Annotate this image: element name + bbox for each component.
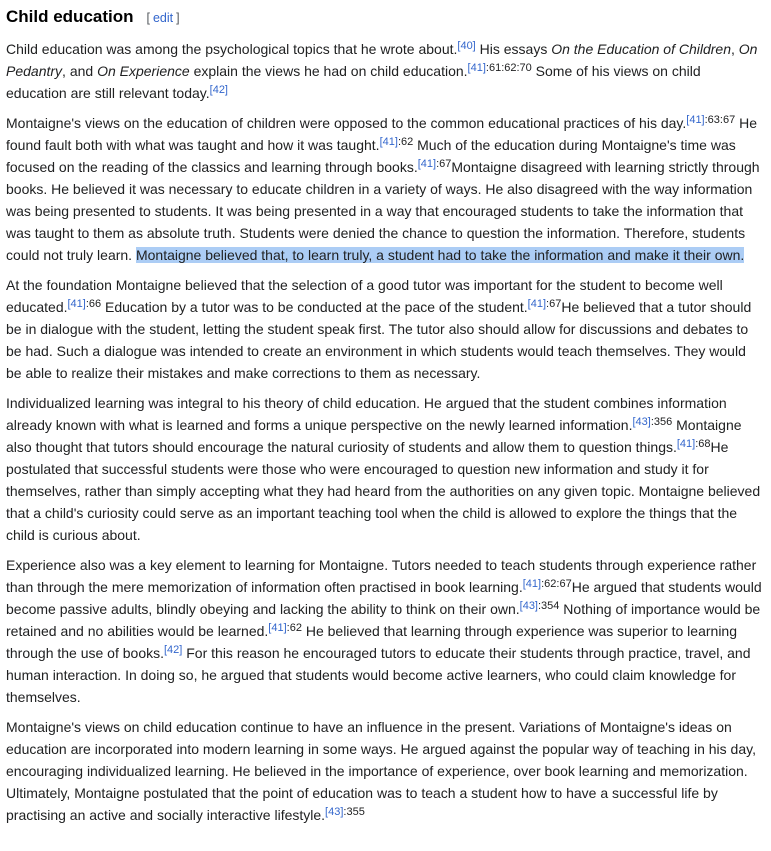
edit-section — [147, 12, 180, 25]
paragraph — [6, 112, 765, 266]
text-run: explain the views he had on child education. — [189, 63, 468, 79]
paragraph — [6, 554, 765, 708]
text-run: Nothing of importance would be retained and no abilities would be learned. — [6, 601, 761, 639]
section-heading-row — [6, 5, 765, 29]
citation-pages: :67 — [436, 158, 452, 171]
paragraph — [6, 274, 765, 384]
text-run: Much of the education during Montaigne's time was focused on the reading of the classics and learning through books. — [6, 137, 736, 175]
text-run: He believed that a tutor should be in dialogue with the student, letting the student speak first. The tutor also should allow for discussions and debates to be had. Such a dialogue was intended to create an environment in which students would teach themselves. They would be able to realize their mistakes and make corrections to them as necessary. — [6, 299, 752, 381]
section-title: Child education — [6, 7, 134, 26]
citation-pages: :356 — [650, 416, 673, 429]
citation-pages: :66 — [85, 298, 102, 311]
citation-pages: :355 — [343, 806, 365, 819]
citation-ref[interactable] — [632, 416, 650, 428]
text-run: , — [731, 41, 739, 57]
citation-ref[interactable] — [523, 578, 541, 590]
citation-pages: :61:62:70 — [485, 62, 532, 75]
citation-pages: :354 — [538, 600, 560, 613]
citation-ref[interactable] — [457, 40, 475, 52]
citation-link[interactable]: [41] — [467, 62, 486, 75]
citation-link[interactable]: [41] — [67, 298, 86, 311]
citation-ref[interactable] — [68, 298, 86, 310]
citation-link[interactable]: [42] — [164, 644, 183, 657]
citation-ref[interactable] — [418, 158, 436, 170]
citation-pages: :68 — [695, 438, 711, 451]
text-run: Montaigne disagreed with learning strictly through books. He believed it was necessary to educate children in a variety of ways. He also disagreed with the way information was being presented to students. It was being presented in a way that encouraged students to take the information that was taught to them as absolute truth. Students were denied the chance to question the information. Therefore, students could not truly learn. — [6, 159, 760, 263]
text-run: Montaigne's views on the education of children were opposed to the common educational practices of his day. — [6, 115, 687, 131]
work-title: On the Education of Children — [551, 41, 731, 57]
work-title: On Pedantry — [6, 41, 758, 79]
text-run: He postulated that successful students were those who were encouraged to question new information and study it for themselves, rather than simply accepting what they had heard from the authorities on any given topic. Montaigne believed that a child's curiosity could serve as an important teaching tool when the child is allowed to explore the things that the child is curious about. — [6, 439, 761, 543]
citation-link[interactable]: [41] — [676, 438, 696, 451]
selected-text: Montaigne believed that, to learn truly, a student had to take the information and make it their own. — [135, 247, 745, 263]
paragraph — [6, 392, 765, 546]
citation-ref[interactable] — [468, 62, 486, 74]
text-run: At the foundation Montaigne believed that the selection of a good tutor was important for the student to become well educated. — [6, 277, 723, 315]
citation-pages: :62 — [397, 136, 414, 149]
citation-ref[interactable] — [164, 644, 182, 656]
text-run: He believed that learning through experience was superior to learning through the use of books. — [6, 623, 737, 661]
text-run: He found fault both with what was taught and how it was taught. — [6, 115, 758, 153]
citation-ref[interactable] — [677, 438, 695, 450]
citation-pages: :63:67 — [704, 114, 736, 127]
work-title: On Experience — [97, 63, 190, 79]
citation-link[interactable]: [41] — [268, 622, 287, 635]
citation-ref[interactable] — [520, 600, 538, 612]
paragraph — [6, 716, 765, 826]
citation-link[interactable]: [41] — [527, 298, 547, 311]
citation-link[interactable]: [41] — [522, 578, 542, 591]
edit-bracket-close: ] — [176, 11, 180, 25]
citation-link[interactable]: [40] — [457, 40, 476, 53]
citation-link[interactable]: [41] — [417, 158, 437, 171]
text-run: Education by a tutor was to be conducted at the pace of the student. — [101, 299, 528, 315]
citation-pages: :67 — [546, 298, 562, 311]
text-run: Experience also was a key element to learning for Montaigne. Tutors needed to teach students through experience rather than through the mere memorization of information often practised in book learning. — [6, 557, 757, 595]
text-run: Montaigne also thought that tutors should encourage the natural curiosity of students and allow them to question things. — [6, 417, 742, 455]
citation-ref[interactable] — [528, 298, 546, 310]
citation-link[interactable]: [43] — [519, 600, 538, 613]
paragraph — [6, 38, 765, 104]
citation-link[interactable]: [42] — [209, 84, 228, 97]
text-run: , and — [62, 63, 98, 79]
citation-pages: :62:67 — [541, 578, 572, 591]
section-body — [6, 38, 765, 826]
citation-ref[interactable] — [380, 136, 398, 148]
edit-bracket-open: [ — [146, 11, 150, 25]
citation-ref[interactable] — [686, 114, 704, 126]
citation-ref[interactable] — [210, 84, 228, 96]
citation-ref[interactable] — [325, 806, 343, 818]
text-run: Montaigne's views on child education continue to have an influence in the present. Variations of Montaigne's ideas on education are incorporated into modern learning in some ways. He argued against the popular way of teaching in his day, encouraging individualized learning. He believed in the importance of experience, over book learning and memorization. Ultimately, Montaigne postulated that the point of education was to teach a student how to have a successful life by practising an active and socially interactive lifestyle. — [6, 719, 756, 823]
citation-link[interactable]: [41] — [379, 136, 398, 149]
text-run: Some of his views on child education are still relevant today. — [6, 63, 701, 101]
text-run: He argued that students would become passive adults, blindly obeying and lacking the ability to think on their own. — [6, 579, 762, 617]
citation-link[interactable]: [43] — [632, 416, 651, 429]
citation-pages: :62 — [286, 622, 302, 635]
text-run: Child education was among the psychological topics that he wrote about. — [6, 41, 458, 57]
citation-link[interactable]: [43] — [325, 806, 344, 819]
edit-link[interactable]: edit — [152, 11, 174, 25]
text-run: Individualized learning was integral to his theory of child education. He argued that the student combines information already known with what is learned and forms a unique perspective on the newly learned information. — [6, 395, 727, 433]
text-run: For this reason he encouraged tutors to educate their students through practice, travel, and human interaction. In doing so, he argued that students would become active learners, who could claim knowledge for themselves. — [6, 645, 751, 705]
citation-link[interactable]: [41] — [686, 114, 705, 127]
citation-ref[interactable] — [268, 622, 286, 634]
text-run: His essays — [475, 41, 552, 57]
